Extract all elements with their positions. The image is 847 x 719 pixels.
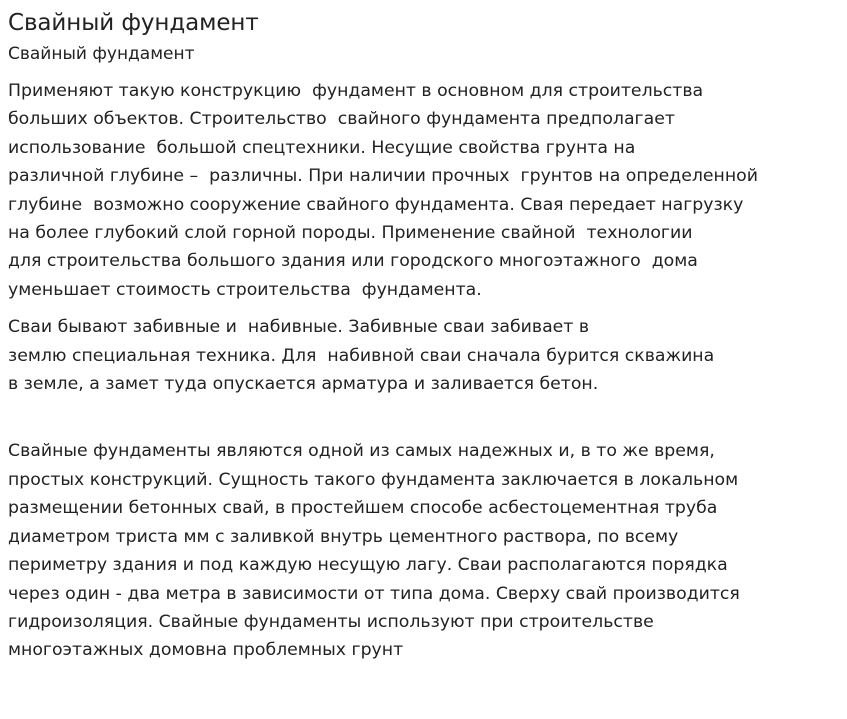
paragraph-line: различной глубине – различны. При наличии прочных грунтов на определенной bbox=[8, 166, 758, 187]
paragraph-line: Свайные фундаменты являются одной из самых надежных и, в то же время, bbox=[8, 441, 715, 462]
paragraph-line: в земле, а замет туда опускается арматура и заливается бетон. bbox=[8, 374, 599, 395]
paragraph-line: периметру здания и под каждую несущую лагу. Сваи располагаются порядка bbox=[8, 555, 728, 576]
paragraph-line: гидроизоляция. Свайные фундаменты используют при строительстве bbox=[8, 611, 654, 632]
paragraph-line: использование большой спецтехники. Несущие свойства грунта на bbox=[8, 137, 636, 158]
paragraph-2 bbox=[8, 313, 839, 398]
paragraph-line: на более глубокий слой горной породы. Применение свайной технологии bbox=[8, 223, 693, 244]
paragraph-line: диаметром триста мм с заливкой внутрь цементного раствора, по всему bbox=[8, 526, 679, 547]
paragraph-line: уменьшает стоимость строительства фундамента. bbox=[8, 279, 482, 300]
paragraph-line: простых конструкций. Сущность такого фундамента заключается в локальном bbox=[8, 469, 739, 490]
paragraph-line: многоэтажных домовна проблемных грунт bbox=[8, 640, 404, 661]
paragraph-line: Применяют такую конструкцию фундамент в основном для строительства bbox=[8, 81, 704, 101]
paragraph-line: для строительства большого здания или городского многоэтажного дома bbox=[8, 251, 698, 272]
paragraph-line: размещении бетонных свай, в простейшем способе асбестоцементная труба bbox=[8, 498, 718, 519]
paragraph-1 bbox=[8, 77, 839, 304]
paragraph-3 bbox=[8, 437, 839, 664]
paragraph-line: больших объектов. Строительство свайного фундамента предполагает bbox=[8, 109, 675, 130]
paragraph-line: глубине возможно сооружение свайного фундамента. Свая передает нагрузку bbox=[8, 194, 744, 215]
page-subtitle: Свайный фундамент bbox=[8, 44, 195, 64]
paragraph-line: Сваи бывают забивные и набивные. Забивные сваи забивает в bbox=[8, 317, 590, 338]
page-title: Свайный фундамент bbox=[8, 10, 259, 36]
paragraph-line: землю специальная техника. Для набивной сваи сначала бурится скважина bbox=[8, 345, 715, 366]
paragraph-line: через один - два метра в зависимости от типа дома. Сверху свай производится bbox=[8, 583, 740, 604]
